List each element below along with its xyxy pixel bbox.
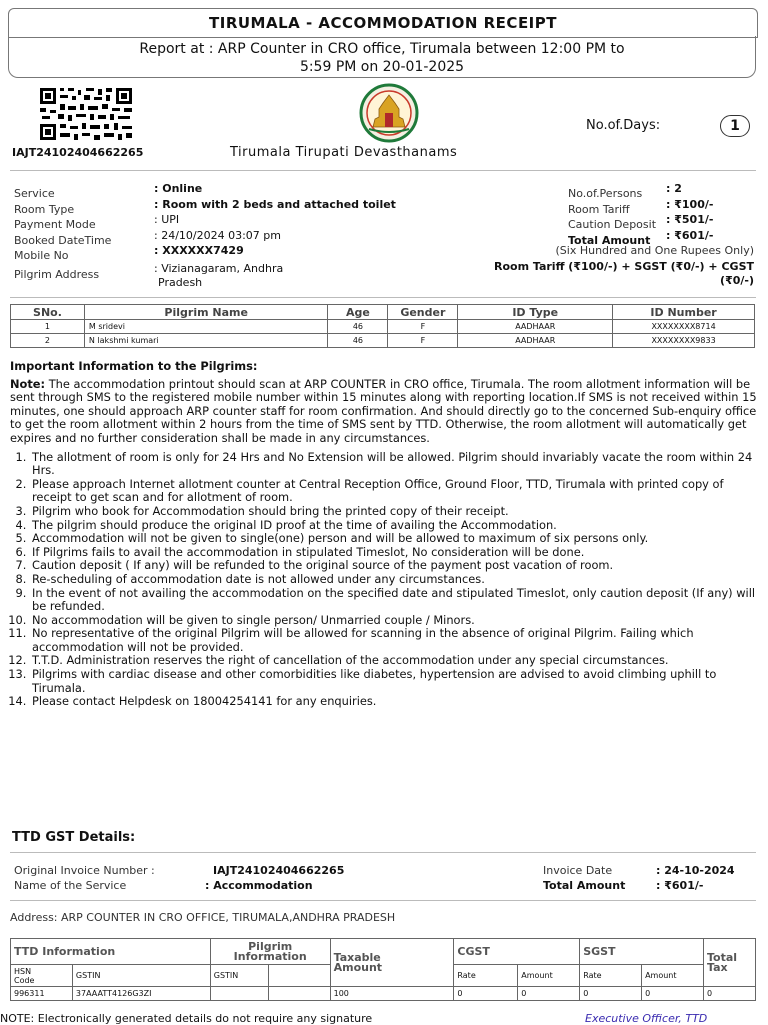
- receipt-id: IAJT2410240466226​5: [12, 146, 144, 159]
- detail-label: Pilgrim Address: [14, 267, 100, 281]
- total-amount-value: : ₹601/-: [666, 228, 714, 242]
- table-cell: AADHAAR: [458, 334, 613, 348]
- invoice-number-label: Original Invoice Number :: [14, 864, 155, 877]
- column-header: Age: [328, 305, 388, 320]
- detail-label: Payment Mode: [14, 218, 96, 231]
- column-header: SNo.: [11, 305, 85, 320]
- detail-value: : ₹501/-: [666, 213, 714, 226]
- days-label: No.of.Days:: [586, 118, 661, 133]
- detail-row: [568, 229, 758, 245]
- tariff-breakdown: [400, 260, 754, 288]
- list-item: 8. Re-scheduling of accommodation date is not allowed under any circumstances.: [30, 573, 758, 587]
- table-row: [11, 334, 755, 348]
- divider: [10, 297, 756, 298]
- invoice-number-value: IAJT2410240466226​5: [213, 864, 345, 877]
- org-name: Tirumala Tirupati Devasthanams: [230, 145, 458, 160]
- detail-value: : Room with 2 beds and attached toilet: [154, 197, 396, 211]
- detail-label: Service: [14, 187, 55, 200]
- header-line: Amount: [333, 960, 383, 974]
- list-item: 5. Accommodation will not be given to single(one) person and will be allowed to maximum of six persons only.: [30, 532, 758, 546]
- service-name-value: : Accommodation: [205, 879, 313, 892]
- invoice-date-value: : 24-10-2024: [656, 864, 735, 877]
- table-cell: F: [388, 334, 458, 348]
- hsn-code: 996311: [11, 987, 73, 1001]
- table-cell: N lakshmi kumari: [84, 334, 328, 348]
- table-cell: 46: [328, 334, 388, 348]
- cgst-amount: 0: [518, 987, 580, 1001]
- detail-row: [14, 213, 484, 229]
- note-text: The accommodation printout should scan at ARP COUNTER in CRO office, Tirumala. The room allotment information will be sent through SMS to the registered mobile number within 15 minutes along with reporting location.If SMS is not received within 15 minutes, one should approach ARP counter staff for room confirmation. And should directly go to the concerned Sub-enquiry office to get the room allotment within 2 hours from the time of SMS sent by TTD. Otherwise, the room allotment will automatically get expires and no further consideration shall be made in any circumstances.: [10, 376, 757, 445]
- column-header: Gender: [388, 305, 458, 320]
- important-info: [10, 360, 758, 709]
- tariff-breakdown-line: (₹0/-): [720, 274, 754, 287]
- detail-label: Room Type: [14, 202, 75, 216]
- list-item: 12. T.T.D. Administration reserves the right of cancellation of the accommodation under any special circumstances.: [30, 654, 758, 668]
- invoice-date-label: Invoice Date: [543, 864, 613, 877]
- ttd-gstin: 37AAATT4126G3ZI: [72, 987, 210, 1001]
- table-cell: AADHAAR: [458, 320, 613, 334]
- hsn-header: [11, 965, 73, 987]
- cgst-rate: 0: [454, 987, 518, 1001]
- list-item: 2. Please approach Internet allotment counter at Central Reception Office, Ground Floor, TTD, Tirumala with printed copy of receipt to get scan and for allotment of room.: [30, 478, 758, 505]
- pilgrim-blank-header: [268, 965, 330, 987]
- detail-value: : 2: [666, 182, 682, 195]
- pilgrim-blank: [268, 987, 330, 1001]
- info-list: [10, 451, 758, 709]
- header-line: HSN: [14, 966, 32, 976]
- total-tax-header: [703, 939, 755, 987]
- header-line: Tax: [706, 960, 728, 974]
- detail-value: : 24/10/2024 03:07 pm: [154, 228, 281, 242]
- qr-code-icon: [38, 86, 134, 142]
- pilgrim-gstin: [210, 987, 268, 1001]
- detail-row: [14, 198, 484, 214]
- pilgrim-gstin-header: GSTIN: [210, 965, 268, 987]
- list-item: 7. Caution deposit ( If any) will be refunded to the original source of the payment post vacation of room.: [30, 559, 758, 573]
- total-amount-label: Total Amount: [568, 233, 651, 247]
- table-cell: 1: [11, 320, 85, 334]
- header-line: Total: [706, 950, 738, 964]
- detail-row: [568, 213, 758, 229]
- list-item: 13. Pilgrims with cardiac disease and other comorbidities like diabetes, hypertension are advised to avoid climbing uphill to Tirumala.: [30, 668, 758, 695]
- taxable-amount: 100: [330, 987, 454, 1001]
- gst-heading: TTD GST Details:: [12, 830, 136, 845]
- divider: [10, 170, 756, 171]
- address-line: : Vizianagaram, Andhra: [154, 261, 284, 275]
- list-item: 1. The allotment of room is only for 24 Hrs and No Extension will be allowed. Pilgrim should invariably vacate the room within 24 Hrs.: [30, 451, 758, 478]
- table-cell: XXXXXXXX8714: [613, 320, 755, 334]
- tariff-breakdown-line: Room Tariff (₹100/-) + SGST (₹0/-) + CGST: [493, 260, 754, 273]
- table-cell: F: [388, 320, 458, 334]
- header-line: Pilgrim: [248, 939, 293, 953]
- signature-text: Executive Officer, TTD: [585, 1012, 708, 1025]
- table-cell: 2: [11, 334, 85, 348]
- detail-value: : Online: [154, 182, 203, 195]
- total-tax: 0: [703, 987, 755, 1001]
- report-line-1: Report at : ARP Counter in CRO office, Tirumala between 12:00 PM to: [139, 41, 625, 57]
- detail-row: [568, 182, 758, 198]
- taxable-amount-header: [330, 939, 454, 987]
- ttd-info-header: TTD Information: [11, 939, 211, 965]
- detail-label: No.of.Persons: [568, 187, 643, 200]
- list-item: 11. No representative of the original Pilgrim will be allowed for scanning in the absence of original Pilgrim. Failing which accommodation will not be provided.: [30, 627, 758, 654]
- sgst-rate-header: Rate: [580, 965, 642, 987]
- detail-value: : XXXXXX7429: [154, 244, 244, 257]
- service-name-label: Name of the Service: [14, 879, 127, 892]
- pilgrim-info-header: [210, 939, 330, 965]
- table-header-row: [11, 305, 755, 320]
- detail-label: Room Tariff: [568, 202, 630, 216]
- info-note: [10, 378, 758, 446]
- gst-total-value: : ₹601/-: [656, 879, 704, 892]
- pilgrim-address: [154, 262, 283, 290]
- column-header: Pilgrim Name: [84, 305, 328, 320]
- report-line-2: 5:59 PM on 20-01-2025: [299, 59, 465, 75]
- header-line: Code: [14, 975, 35, 985]
- sgst-amount-header: Amount: [642, 965, 704, 987]
- detail-row: [568, 198, 758, 214]
- note-label: Note:: [10, 376, 46, 391]
- list-item: 6. If Pilgrims fails to avail the accommodation in stipulated Timeslot, No consideration will be done.: [30, 546, 758, 560]
- days-value: 1: [720, 115, 750, 137]
- detail-label: Booked DateTime: [14, 233, 112, 247]
- detail-value: : ₹100/-: [666, 197, 714, 211]
- cgst-amount-header: Amount: [518, 965, 580, 987]
- table-row: [11, 320, 755, 334]
- detail-label: Mobile No: [14, 249, 69, 262]
- detail-row: [14, 244, 484, 260]
- receipt-title: TIRUMALA - ACCOMMODATION RECEIPT: [8, 8, 758, 38]
- amount-in-words: (Six Hundred and One Rupees Only): [555, 244, 754, 257]
- address-line: Pradesh: [158, 275, 203, 289]
- sgst-header: SGST: [580, 939, 704, 965]
- list-item: 10. No accommodation will be given to single person/ Unmarried couple / Minors.: [30, 614, 758, 628]
- column-header: ID Number: [613, 305, 755, 320]
- table-row: [11, 987, 756, 1001]
- gst-table: [10, 938, 756, 1001]
- table-cell: XXXXXXXX9833: [613, 334, 755, 348]
- report-location-box: [8, 36, 756, 78]
- header-line: Information: [233, 949, 307, 963]
- table-cell: M sridevi: [84, 320, 328, 334]
- cgst-rate-header: Rate: [454, 965, 518, 987]
- gst-total-label: Total Amount: [543, 879, 626, 892]
- footer-note: NOTE: Electronically generated details do not require any signature: [0, 1012, 373, 1025]
- sgst-rate: 0: [580, 987, 642, 1001]
- detail-row: [14, 229, 484, 245]
- divider: [10, 852, 756, 853]
- header-line: Taxable: [333, 950, 381, 964]
- gst-header-row: [11, 939, 756, 965]
- gst-address: Address: ARP COUNTER IN CRO OFFICE, TIRUMALA,ANDHRA PRADESH: [10, 911, 396, 924]
- cgst-header: CGST: [454, 939, 580, 965]
- gstin-header: GSTIN: [72, 965, 210, 987]
- list-item: 14. Please contact Helpdesk on 18004254141 for any enquiries.: [30, 695, 758, 709]
- detail-label: Caution Deposit: [568, 218, 657, 231]
- sgst-amount: 0: [642, 987, 704, 1001]
- info-heading: Important Information to the Pilgrims:: [10, 359, 258, 373]
- column-header: ID Type: [458, 305, 613, 320]
- list-item: 3. Pilgrim who book for Accommodation should bring the printed copy of their receipt.: [30, 505, 758, 519]
- divider: [10, 900, 756, 901]
- detail-row: [14, 182, 484, 198]
- pilgrims-table: [10, 304, 755, 348]
- list-item: 9. In the event of not availing the accommodation on the specified date and stipulated Timeslot, only caution deposit (If any) will be refunded.: [30, 587, 758, 614]
- ttd-logo-icon: [325, 83, 453, 143]
- table-cell: 46: [328, 320, 388, 334]
- detail-value: : UPI: [154, 213, 180, 226]
- booking-details-right: [568, 182, 758, 247]
- list-item: 4. The pilgrim should produce the original ID proof at the time of availing the Accommodation.: [30, 519, 758, 533]
